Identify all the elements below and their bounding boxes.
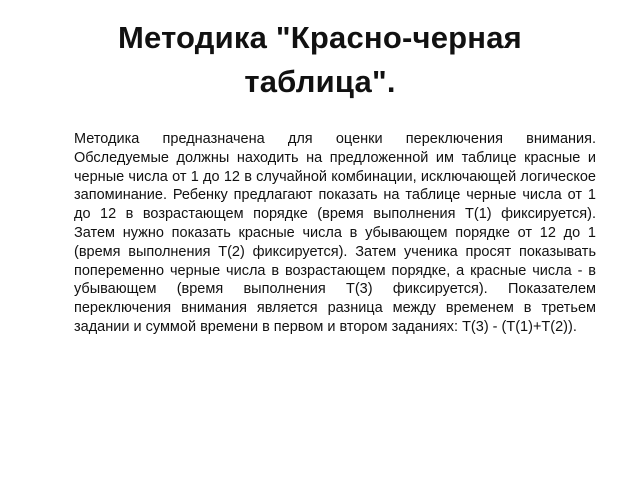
slide-title: Методика "Красно-черная таблица". (118, 20, 522, 99)
slide-body-text: Методика предназначена для оценки переключения внимания. Обследуемые должны находить на предложенной им таблице красные и черные числа от 1 до 12 в случайной комбинации, исключающей логическое запоминание. Ребенку предлагают показать на таблице черные числа от 1 до 12 в возрастающем порядке (время выполнения Т(1) фиксируется). Затем нужно показать красные числа в убывающем порядке от 12 до 1 (время выполнения Т(2) фиксируется). Затем ученика просят показывать попеременно черные числа в возрастающем порядке, а красные числа - в убывающем (время выполнения Т(3) фиксируется). Показателем переключения внимания является разница между временем в третьем задании и суммой времени в первом и втором заданиях: Т(3) - (Т(1)+Т(2)). (74, 131, 596, 335)
